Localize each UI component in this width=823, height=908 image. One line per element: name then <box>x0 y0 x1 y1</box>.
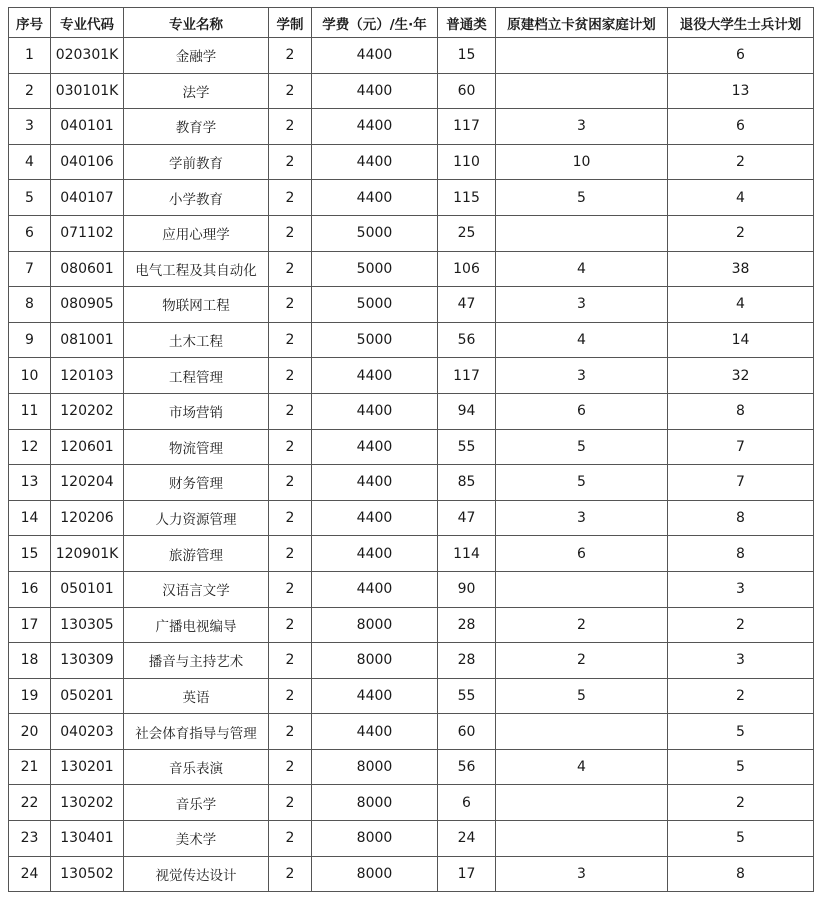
cell-col-seq: 11 <box>9 393 51 429</box>
cell-col-general: 94 <box>438 393 496 429</box>
cell-col-major-code: 120601 <box>51 429 124 465</box>
cell-col-poverty-plan: 6 <box>496 393 668 429</box>
table-row <box>9 678 814 714</box>
cell-col-major-code: 130305 <box>51 607 124 643</box>
cell-col-veteran-plan: 6 <box>668 109 814 145</box>
table-row <box>9 393 814 429</box>
cell-col-seq: 3 <box>9 109 51 145</box>
header-col-major-code: 专业代码 <box>51 8 124 38</box>
cell-col-major-code: 130309 <box>51 643 124 679</box>
cell-col-general: 28 <box>438 643 496 679</box>
cell-col-poverty-plan: 3 <box>496 358 668 394</box>
cell-col-tuition: 4400 <box>312 73 438 109</box>
cell-col-major-name: 音乐表演 <box>124 749 269 785</box>
cell-col-major-code: 130202 <box>51 785 124 821</box>
header-col-seq: 序号 <box>9 8 51 38</box>
cell-col-veteran-plan: 4 <box>668 180 814 216</box>
cell-col-major-code: 040106 <box>51 144 124 180</box>
cell-col-seq: 8 <box>9 287 51 323</box>
cell-col-tuition: 4400 <box>312 536 438 572</box>
cell-col-duration: 2 <box>269 38 312 74</box>
cell-col-veteran-plan: 7 <box>668 429 814 465</box>
cell-col-duration: 2 <box>269 322 312 358</box>
cell-col-poverty-plan: 3 <box>496 856 668 892</box>
cell-col-veteran-plan: 5 <box>668 749 814 785</box>
cell-col-veteran-plan: 6 <box>668 38 814 74</box>
cell-col-seq: 7 <box>9 251 51 287</box>
cell-col-veteran-plan: 7 <box>668 465 814 501</box>
table-row <box>9 287 814 323</box>
cell-col-general: 60 <box>438 714 496 750</box>
cell-col-major-name: 广播电视编导 <box>124 607 269 643</box>
cell-col-duration: 2 <box>269 251 312 287</box>
cell-col-poverty-plan: 5 <box>496 678 668 714</box>
cell-col-duration: 2 <box>269 393 312 429</box>
table-row <box>9 465 814 501</box>
cell-col-seq: 17 <box>9 607 51 643</box>
cell-col-major-name: 人力资源管理 <box>124 500 269 536</box>
cell-col-tuition: 5000 <box>312 251 438 287</box>
cell-col-poverty-plan <box>496 215 668 251</box>
cell-col-tuition: 4400 <box>312 429 438 465</box>
cell-col-poverty-plan: 4 <box>496 749 668 785</box>
cell-col-tuition: 8000 <box>312 607 438 643</box>
header-col-duration: 学制 <box>269 8 312 38</box>
cell-col-seq: 5 <box>9 180 51 216</box>
cell-col-major-name: 教育学 <box>124 109 269 145</box>
table-row <box>9 749 814 785</box>
table-row <box>9 322 814 358</box>
cell-col-general: 47 <box>438 287 496 323</box>
cell-col-major-code: 081001 <box>51 322 124 358</box>
cell-col-major-code: 120901K <box>51 536 124 572</box>
cell-col-tuition: 8000 <box>312 785 438 821</box>
cell-col-major-code: 050101 <box>51 571 124 607</box>
cell-col-major-name: 法学 <box>124 73 269 109</box>
table-row <box>9 73 814 109</box>
cell-col-duration: 2 <box>269 607 312 643</box>
cell-col-seq: 9 <box>9 322 51 358</box>
cell-col-major-name: 市场营销 <box>124 393 269 429</box>
cell-col-poverty-plan: 5 <box>496 429 668 465</box>
header-col-veteran-plan: 退役大学生士兵计划 <box>668 8 814 38</box>
enrollment-plan-table-container <box>8 7 814 892</box>
cell-col-veteran-plan: 8 <box>668 856 814 892</box>
cell-col-general: 115 <box>438 180 496 216</box>
cell-col-tuition: 4400 <box>312 180 438 216</box>
table-row <box>9 358 814 394</box>
cell-col-general: 28 <box>438 607 496 643</box>
cell-col-general: 56 <box>438 322 496 358</box>
cell-col-tuition: 4400 <box>312 393 438 429</box>
cell-col-duration: 2 <box>269 500 312 536</box>
cell-col-poverty-plan: 4 <box>496 322 668 358</box>
cell-col-poverty-plan: 10 <box>496 144 668 180</box>
cell-col-major-name: 财务管理 <box>124 465 269 501</box>
cell-col-major-code: 071102 <box>51 215 124 251</box>
cell-col-major-code: 040203 <box>51 714 124 750</box>
cell-col-poverty-plan: 3 <box>496 500 668 536</box>
cell-col-general: 25 <box>438 215 496 251</box>
cell-col-major-name: 视觉传达设计 <box>124 856 269 892</box>
cell-col-veteran-plan: 2 <box>668 144 814 180</box>
cell-col-major-name: 工程管理 <box>124 358 269 394</box>
cell-col-seq: 10 <box>9 358 51 394</box>
cell-col-major-code: 130201 <box>51 749 124 785</box>
cell-col-poverty-plan: 2 <box>496 643 668 679</box>
cell-col-seq: 23 <box>9 821 51 857</box>
cell-col-general: 17 <box>438 856 496 892</box>
cell-col-seq: 14 <box>9 500 51 536</box>
cell-col-seq: 15 <box>9 536 51 572</box>
cell-col-major-name: 旅游管理 <box>124 536 269 572</box>
cell-col-major-code: 040107 <box>51 180 124 216</box>
cell-col-seq: 13 <box>9 465 51 501</box>
cell-col-duration: 2 <box>269 571 312 607</box>
cell-col-seq: 16 <box>9 571 51 607</box>
cell-col-veteran-plan: 8 <box>668 500 814 536</box>
cell-col-seq: 4 <box>9 144 51 180</box>
cell-col-veteran-plan: 5 <box>668 714 814 750</box>
cell-col-major-code: 050201 <box>51 678 124 714</box>
table-row <box>9 856 814 892</box>
cell-col-tuition: 5000 <box>312 287 438 323</box>
cell-col-major-name: 物流管理 <box>124 429 269 465</box>
cell-col-veteran-plan: 2 <box>668 678 814 714</box>
cell-col-tuition: 8000 <box>312 821 438 857</box>
cell-col-general: 56 <box>438 749 496 785</box>
cell-col-general: 55 <box>438 429 496 465</box>
cell-col-general: 55 <box>438 678 496 714</box>
cell-col-tuition: 8000 <box>312 643 438 679</box>
cell-col-veteran-plan: 8 <box>668 536 814 572</box>
cell-col-duration: 2 <box>269 109 312 145</box>
cell-col-veteran-plan: 3 <box>668 571 814 607</box>
cell-col-poverty-plan: 5 <box>496 180 668 216</box>
header-col-general: 普通类 <box>438 8 496 38</box>
cell-col-veteran-plan: 32 <box>668 358 814 394</box>
cell-col-veteran-plan: 5 <box>668 821 814 857</box>
cell-col-major-code: 020301K <box>51 38 124 74</box>
cell-col-veteran-plan: 13 <box>668 73 814 109</box>
cell-col-general: 90 <box>438 571 496 607</box>
cell-col-poverty-plan <box>496 714 668 750</box>
table-row <box>9 251 814 287</box>
cell-col-poverty-plan: 2 <box>496 607 668 643</box>
enrollment-plan-table <box>8 7 814 892</box>
header-col-major-name: 专业名称 <box>124 8 269 38</box>
table-row <box>9 429 814 465</box>
cell-col-poverty-plan <box>496 785 668 821</box>
cell-col-major-code: 080601 <box>51 251 124 287</box>
cell-col-general: 15 <box>438 38 496 74</box>
cell-col-tuition: 4400 <box>312 358 438 394</box>
cell-col-major-name: 小学教育 <box>124 180 269 216</box>
cell-col-poverty-plan <box>496 571 668 607</box>
cell-col-duration: 2 <box>269 465 312 501</box>
cell-col-duration: 2 <box>269 73 312 109</box>
cell-col-veteran-plan: 2 <box>668 785 814 821</box>
cell-col-veteran-plan: 4 <box>668 287 814 323</box>
cell-col-duration: 2 <box>269 856 312 892</box>
cell-col-seq: 6 <box>9 215 51 251</box>
table-row <box>9 109 814 145</box>
table-row <box>9 500 814 536</box>
cell-col-poverty-plan: 3 <box>496 109 668 145</box>
table-body <box>9 38 814 892</box>
cell-col-seq: 12 <box>9 429 51 465</box>
cell-col-tuition: 4400 <box>312 465 438 501</box>
cell-col-poverty-plan: 3 <box>496 287 668 323</box>
cell-col-veteran-plan: 2 <box>668 215 814 251</box>
cell-col-major-name: 音乐学 <box>124 785 269 821</box>
cell-col-major-code: 120103 <box>51 358 124 394</box>
header-col-tuition: 学费（元）/生·年 <box>312 8 438 38</box>
cell-col-poverty-plan: 4 <box>496 251 668 287</box>
cell-col-tuition: 4400 <box>312 500 438 536</box>
cell-col-duration: 2 <box>269 714 312 750</box>
cell-col-major-name: 英语 <box>124 678 269 714</box>
table-row <box>9 536 814 572</box>
table-row <box>9 607 814 643</box>
cell-col-veteran-plan: 2 <box>668 607 814 643</box>
cell-col-tuition: 8000 <box>312 856 438 892</box>
cell-col-duration: 2 <box>269 358 312 394</box>
header-col-poverty-plan: 原建档立卡贫困家庭计划 <box>496 8 668 38</box>
cell-col-major-name: 物联网工程 <box>124 287 269 323</box>
cell-col-general: 110 <box>438 144 496 180</box>
cell-col-duration: 2 <box>269 287 312 323</box>
cell-col-major-code: 040101 <box>51 109 124 145</box>
table-row <box>9 714 814 750</box>
table-row <box>9 215 814 251</box>
cell-col-major-code: 120202 <box>51 393 124 429</box>
cell-col-duration: 2 <box>269 536 312 572</box>
cell-col-seq: 20 <box>9 714 51 750</box>
cell-col-poverty-plan <box>496 73 668 109</box>
cell-col-poverty-plan <box>496 821 668 857</box>
cell-col-duration: 2 <box>269 429 312 465</box>
cell-col-general: 114 <box>438 536 496 572</box>
cell-col-duration: 2 <box>269 678 312 714</box>
cell-col-tuition: 5000 <box>312 322 438 358</box>
cell-col-major-code: 080905 <box>51 287 124 323</box>
cell-col-seq: 19 <box>9 678 51 714</box>
cell-col-major-code: 120204 <box>51 465 124 501</box>
cell-col-duration: 2 <box>269 180 312 216</box>
cell-col-major-name: 汉语言文学 <box>124 571 269 607</box>
cell-col-poverty-plan <box>496 38 668 74</box>
cell-col-tuition: 4400 <box>312 144 438 180</box>
cell-col-veteran-plan: 3 <box>668 643 814 679</box>
cell-col-general: 6 <box>438 785 496 821</box>
cell-col-duration: 2 <box>269 785 312 821</box>
cell-col-tuition: 4400 <box>312 571 438 607</box>
table-row <box>9 180 814 216</box>
cell-col-poverty-plan: 5 <box>496 465 668 501</box>
cell-col-tuition: 4400 <box>312 38 438 74</box>
cell-col-general: 117 <box>438 358 496 394</box>
cell-col-major-code: 130502 <box>51 856 124 892</box>
cell-col-seq: 21 <box>9 749 51 785</box>
cell-col-general: 117 <box>438 109 496 145</box>
table-row <box>9 821 814 857</box>
cell-col-poverty-plan: 6 <box>496 536 668 572</box>
cell-col-general: 47 <box>438 500 496 536</box>
cell-col-tuition: 4400 <box>312 109 438 145</box>
table-row <box>9 144 814 180</box>
cell-col-tuition: 5000 <box>312 215 438 251</box>
table-header-row <box>9 8 814 38</box>
cell-col-tuition: 4400 <box>312 678 438 714</box>
cell-col-major-name: 金融学 <box>124 38 269 74</box>
cell-col-major-code: 120206 <box>51 500 124 536</box>
table-row <box>9 571 814 607</box>
cell-col-veteran-plan: 38 <box>668 251 814 287</box>
cell-col-duration: 2 <box>269 144 312 180</box>
cell-col-duration: 2 <box>269 215 312 251</box>
table-row <box>9 38 814 74</box>
cell-col-major-name: 美术学 <box>124 821 269 857</box>
cell-col-major-name: 播音与主持艺术 <box>124 643 269 679</box>
cell-col-duration: 2 <box>269 821 312 857</box>
cell-col-general: 60 <box>438 73 496 109</box>
cell-col-general: 106 <box>438 251 496 287</box>
cell-col-seq: 2 <box>9 73 51 109</box>
cell-col-major-name: 土木工程 <box>124 322 269 358</box>
table-row <box>9 643 814 679</box>
cell-col-tuition: 4400 <box>312 714 438 750</box>
cell-col-major-code: 030101K <box>51 73 124 109</box>
cell-col-general: 24 <box>438 821 496 857</box>
table-row <box>9 785 814 821</box>
cell-col-major-name: 社会体育指导与管理 <box>124 714 269 750</box>
cell-col-major-name: 应用心理学 <box>124 215 269 251</box>
cell-col-duration: 2 <box>269 749 312 785</box>
cell-col-veteran-plan: 14 <box>668 322 814 358</box>
cell-col-seq: 24 <box>9 856 51 892</box>
cell-col-seq: 18 <box>9 643 51 679</box>
cell-col-general: 85 <box>438 465 496 501</box>
cell-col-seq: 22 <box>9 785 51 821</box>
cell-col-veteran-plan: 8 <box>668 393 814 429</box>
cell-col-duration: 2 <box>269 643 312 679</box>
cell-col-major-code: 130401 <box>51 821 124 857</box>
cell-col-major-name: 电气工程及其自动化 <box>124 251 269 287</box>
cell-col-tuition: 8000 <box>312 749 438 785</box>
cell-col-major-name: 学前教育 <box>124 144 269 180</box>
cell-col-seq: 1 <box>9 38 51 74</box>
